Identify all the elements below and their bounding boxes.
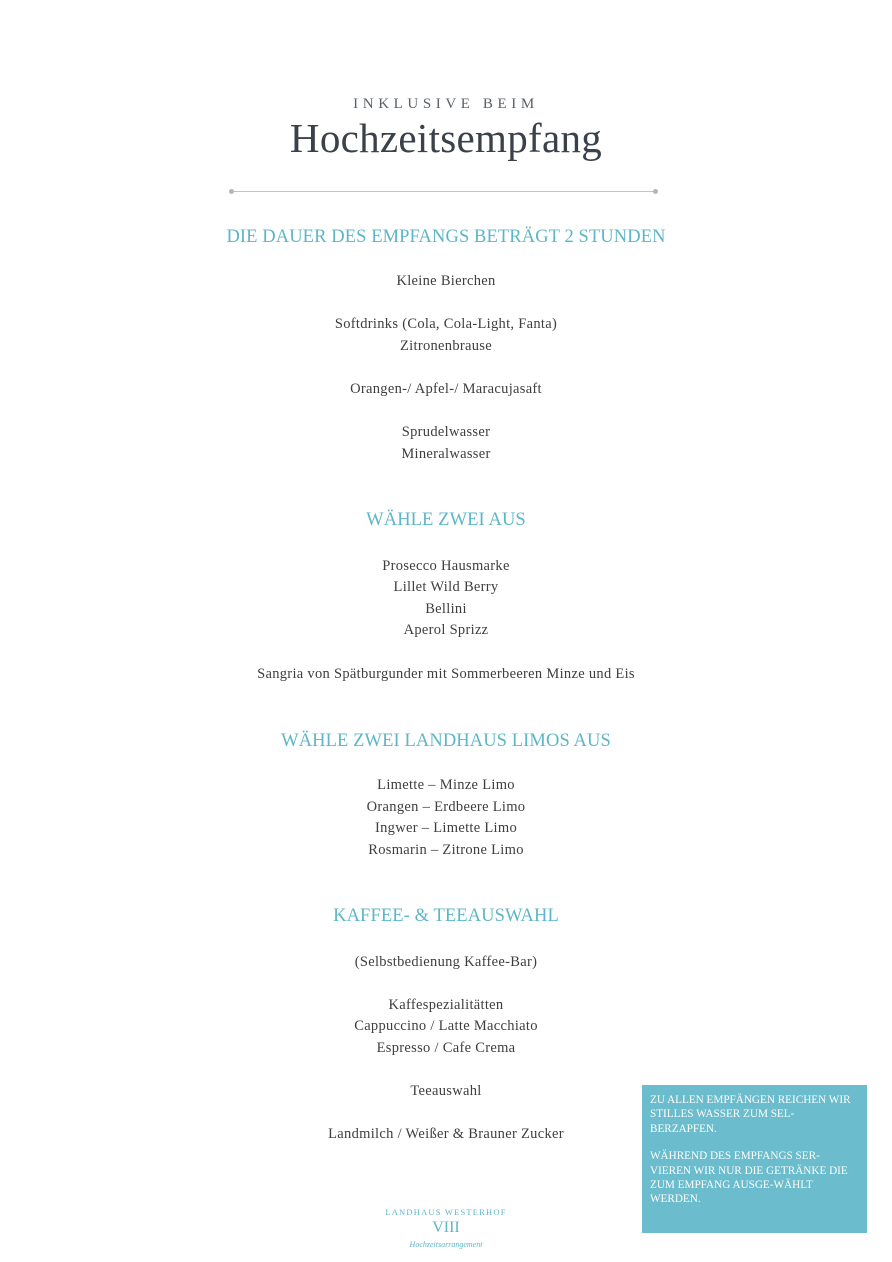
menu-item: Rosmarin – Zitrone Limo [368,842,524,858]
menu-item: Lillet Wild Berry [393,579,499,595]
section-heading-choose-two: WÄHLE ZWEI AUS [366,510,526,530]
menu-item: Teeauswahl [410,1083,482,1099]
menu-item: Orangen – Erdbeere Limo [366,799,526,815]
menu-item: Bellini [425,601,467,617]
menu-item: Ingwer – Limette Limo [375,820,517,836]
menu-item: Zitronenbrause [400,338,492,354]
menu-item: Softdrinks (Cola, Cola-Light, Fanta) [334,316,558,332]
section-heading-reception-duration: DIE DAUER DES EMPFANGS BETRÄGT 2 STUNDEN [226,227,666,247]
menu-item: Kaffespezialitätten [388,997,504,1013]
menu-item: Prosecco Hausmarke [382,558,510,574]
menu-item: Sprudelwasser [401,424,491,440]
menu-item: Orangen-/ Apfel-/ Maracujasaft [350,381,542,397]
page-number: VIII [432,1219,460,1236]
note-paragraph: WÄHREND DES EMPFANGS SER-VIEREN WIR NUR DIE GETRÄNKE DIE ZUM EMPFANG AUSGE-WÄHLT WERDEN. [650,1150,848,1206]
footer-subtitle: Hochzeitsarrangement [409,1240,483,1249]
footer-brand: LANDHAUS WESTERHOF [385,1207,507,1217]
page-title: Hochzeitsempfang [289,115,603,161]
menu-item: Kleine Bierchen [396,273,496,289]
section-heading-coffee-tea: KAFFEE- & TEEAUSWAHL [333,906,559,926]
header-kicker: INKLUSIVE BEIM [353,96,539,112]
menu-item: Aperol Sprizz [403,622,489,638]
note-paragraph: ZU ALLEN EMPFÄNGEN REICHEN WIR STILLES WASSER ZUM SEL-BERZAPFEN. [650,1094,851,1135]
menu-item: Sangria von Spätburgunder mit Sommerbeeren Minze und Eis [257,666,635,682]
divider-rule [231,191,656,192]
menu-item: Espresso / Cafe Crema [376,1040,516,1056]
menu-item: Cappuccino / Latte Macchiato [354,1018,538,1034]
section-heading-limos: WÄHLE ZWEI LANDHAUS LIMOS AUS [281,731,611,751]
menu-item: (Selbstbedienung Kaffee-Bar) [354,954,538,970]
menu-item: Mineralwasser [401,446,491,462]
menu-item: Landmilch / Weißer & Brauner Zucker [328,1126,564,1142]
menu-item: Limette – Minze Limo [377,777,515,793]
